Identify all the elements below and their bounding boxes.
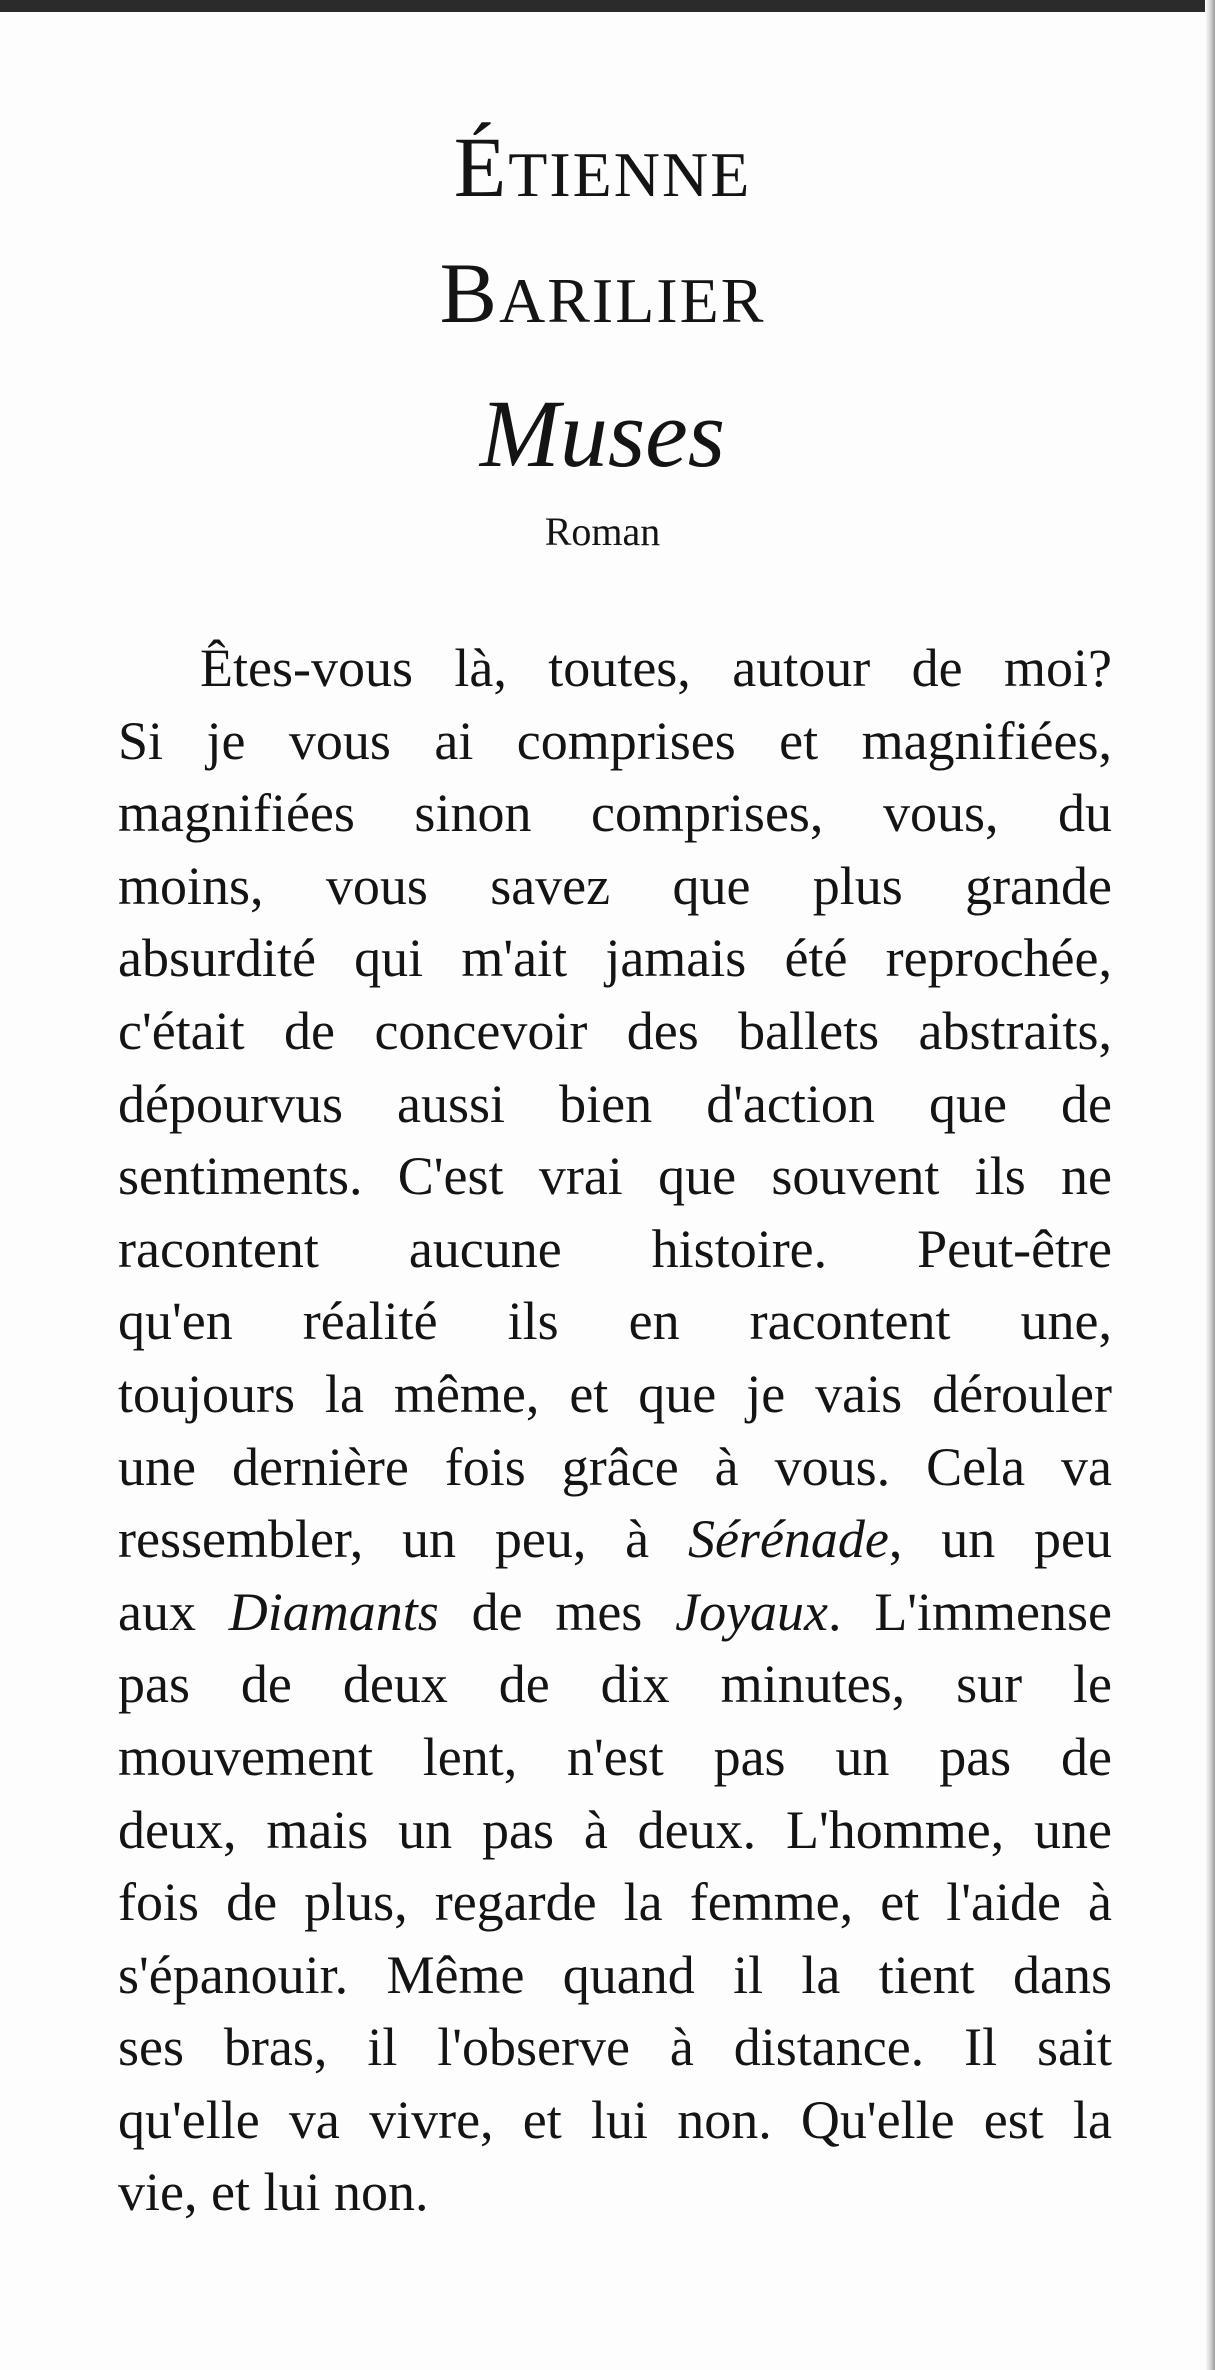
diamants-title: Diamants <box>228 1581 439 1642</box>
blurb-line: pas de deux de dix minutes, sur le <box>118 1654 1112 1715</box>
author-last-name <box>0 234 1205 360</box>
blurb-line: mouvement lent, n'est pas un pas de <box>118 1726 1112 1787</box>
blurb-line: une dernière fois grâce à vous. Cela va <box>118 1436 1112 1497</box>
blurb-line: ses bras, il l'observe à distance. Il sait <box>118 2017 1112 2078</box>
blurb-line: absurdité qui m'ait jamais été reprochée, <box>118 928 1112 989</box>
blurb-line: fois de plus, regarde la femme, et l'aide à <box>118 1872 1112 1933</box>
author-last-rest: ARILIER <box>498 265 766 336</box>
blurb-line: racontent aucune histoire. Peut-être <box>118 1218 1112 1279</box>
book-cover-page <box>0 12 1205 2370</box>
blurb-line: dépourvus aussi bien d'action que de <box>118 1073 1112 1134</box>
line-text: de mes <box>438 1581 676 1642</box>
author-first-rest: TIENNE <box>508 139 752 210</box>
blurb-line: magnifiées sinon comprises, vous, du <box>118 783 1112 844</box>
blurb-line: moins, vous savez que plus grande <box>118 855 1112 916</box>
blurb-line: sentiments. C'est vrai que souvent ils ne <box>118 1146 1112 1207</box>
author-last-initial: B <box>439 245 499 341</box>
author-name <box>0 108 1205 360</box>
author-first-name <box>0 108 1205 234</box>
serenade-title: Sérénade <box>687 1509 889 1570</box>
blurb-line: Êtes-vous là, toutes, autour de moi? <box>200 638 1112 698</box>
blurb-line: qu'elle va vivre, et lui non. Qu'elle est la <box>118 2089 1112 2150</box>
blurb-line: vie, et lui non. <box>118 2162 429 2223</box>
blurb-line: toujours la même, et que je vais dérouler <box>118 1363 1112 1424</box>
line-text: aux <box>118 1581 229 1642</box>
author-first-initial: É <box>453 119 509 215</box>
book-title: Muses <box>479 380 726 487</box>
line-text: ressembler, un peu, à <box>118 1509 688 1570</box>
blurb-line-serenade <box>118 1503 1112 1576</box>
blurb-line: deux, mais un pas à deux. L'homme, une <box>118 1799 1112 1860</box>
line-text: , un peu <box>888 1509 1112 1570</box>
joyaux-title: Joyaux <box>675 1581 829 1642</box>
top-edge-strip <box>0 0 1215 12</box>
blurb-text <box>118 632 1112 2229</box>
blurb-line: Si je vous ai comprises et magnifiées, <box>118 710 1112 771</box>
blurb-line-joyaux <box>118 1576 1112 1649</box>
blurb-line: s'épanouir. Même quand il la tient dans <box>118 1944 1112 2005</box>
blurb-line: c'était de concevoir des ballets abstraits, <box>118 1000 1112 1061</box>
blurb-line: qu'en réalité ils en racontent une, <box>118 1291 1112 1352</box>
line-text: . L'immense <box>828 1581 1112 1642</box>
book-genre: Roman <box>544 509 661 554</box>
page-edge-shadow <box>1205 0 1215 2370</box>
